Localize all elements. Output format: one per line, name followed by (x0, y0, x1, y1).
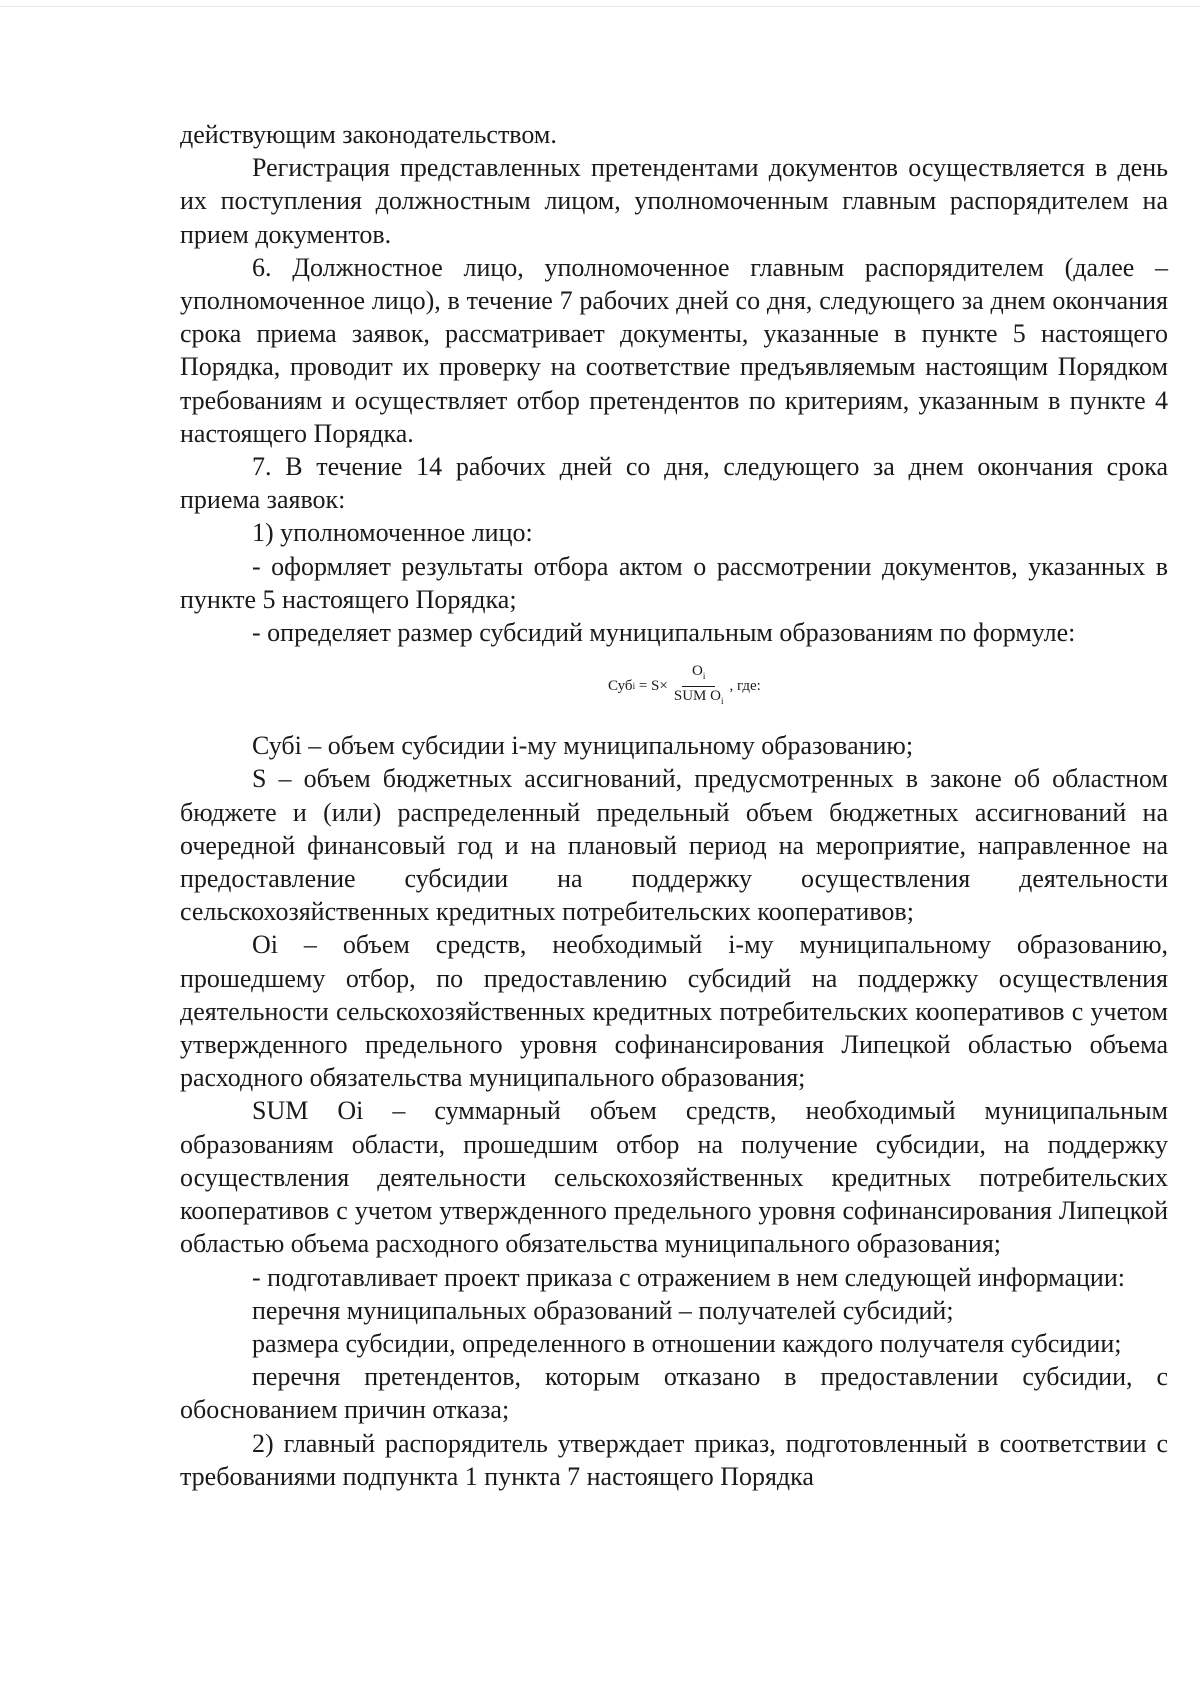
paragraph-continuation: действующим законодательством. (180, 120, 557, 149)
formula-equals: = S× (635, 678, 668, 695)
paragraph-def-sub: Субi – объем субсидии i-му муниципальному образованию; (252, 731, 914, 761)
formula-numerator: $O_i$ (682, 663, 715, 687)
paragraph-subitem-1: 1) уполномоченное лицо: (252, 518, 533, 548)
paragraph-def-s: S – объем бюджетных ассигнований, предусмотренных в законе об областном бюджете и (или) распределенный предельный объем бюджетных ассигнований на очередной финансовый год и на плановый период на мероприятие, направленное на предоставление субсидии на поддержку осуществления деятельности сельскохозяйственных кредитных потребительских кооперативов; (180, 764, 1168, 927)
formula-lhs-index: i (632, 681, 636, 692)
formula-fraction (670, 663, 728, 710)
formula-lhs: Суб (608, 678, 633, 695)
paragraph-item-6: 6. Должностное лицо, уполномоченное главным распорядителем (далее – уполномоченное лицо), в течение 7 рабочих дней со дня, следующего за днем окончания срока приема заявок, рассматривает документы, указанные в пункте 5 настоящего Порядка, проводит их проверку на соответствие предъявляемым настоящим Порядком требованиям и осуществляет отбор претендентов по критериям, указанным в пункте 4 настоящего Порядка. (180, 252, 1168, 448)
formula-suffix: , где: (729, 678, 761, 695)
scan-edge-line (0, 6, 1200, 7)
paragraph-list-municipalities: перечня муниципальных образований – получателей субсидий; (252, 1295, 954, 1325)
paragraph-subsidy-size: размера субсидии, определенного в отношении каждого получателя субсидии; (252, 1328, 1122, 1358)
paragraph-registration: Регистрация представленных претендентами документов осуществляется в день их поступления должностным лицом, уполномоченным главным распорядителем на прием документов. (180, 153, 1168, 249)
subsidy-formula (180, 655, 1168, 713)
paragraph-subitem-2: 2) главный распорядитель утверждает приказ, подготовленный в соответствии с требованиями подпункта 1 пункта 7 настоящего Порядка (180, 1428, 1168, 1491)
paragraph-formula-intro: - определяет размер субсидий муниципальным образованиям по формуле: (252, 618, 1076, 648)
paragraph-def-oi: Oi – объем средств, необходимый i-му муниципальному образованию, прошедшему отбор, по предоставлению субсидий на поддержку осуществления деятельности сельскохозяйственных кредитных потребительских кооперативов с учетом утвержденного предельного уровня софинансирования Липецкой областью объема расходного обязательства муниципального образования; (180, 930, 1168, 1093)
paragraph-prepare-order: - подготавливает проект приказа с отражением в нем следующей информации: (252, 1262, 1125, 1292)
formula-expression (608, 663, 761, 710)
paragraph-item-7: 7. В течение 14 рабочих дней со дня, следующего за днем окончания срока приема заявок: (180, 452, 1168, 515)
paragraph-refused-list: перечня претендентов, которым отказано в предоставлении субсидии, с обоснованием причин отказа; (180, 1362, 1168, 1425)
document-body (180, 118, 1168, 1493)
paragraph-act-results: - оформляет результаты отбора актом о рассмотрении документов, указанных в пункте 5 настоящего Порядка; (180, 551, 1168, 614)
paragraph-def-sum-oi: SUM Oi – суммарный объем средств, необходимый муниципальным образованиям области, прошедшим отбор на получение субсидии, на поддержку осуществления деятельности сельскохозяйственных кредитных потребительских кооперативов с учетом утвержденного предельного уровня софинансирования Липецкой областью объема расходного обязательства муниципального образования; (180, 1096, 1168, 1259)
formula-denominator: SUM $O_i$ (673, 688, 724, 707)
